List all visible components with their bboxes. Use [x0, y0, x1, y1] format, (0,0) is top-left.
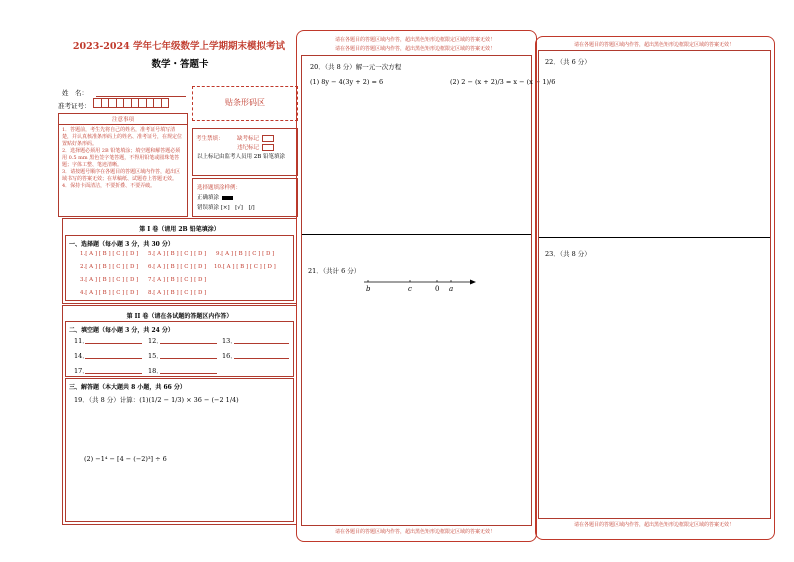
blank-label-13: 13． [222, 337, 237, 345]
note-item: 1．答题前，考生先将自己的姓名，准考证号填写清楚，并认真核准条形码上的姓名、准考证号，在规定位置贴好条形码。 [62, 127, 183, 147]
note-item: 4．保持卡面清洁，不要折叠、不要弄破。 [62, 183, 156, 189]
choice-section-title: 一、选择题（每小题 3 分，共 30 分） [69, 241, 174, 248]
solve-section-title: 三、解答题（本大题共 8 小题，共 66 分） [69, 384, 186, 391]
choice-q2[interactable]: 2.[ A ] [ B ] [ C ] [ D ] [80, 264, 139, 270]
fill-blank-title: 二、填空题（每小题 3 分，共 24 分） [69, 327, 174, 334]
blank-label-17: 17． [74, 367, 89, 375]
col3-warning-top: 请在各题目的答题区域内作答，超出黑色矩形边框限定区域的答案无效！ [573, 42, 734, 48]
id-digit-cell[interactable] [161, 98, 170, 108]
blank-label-18: 18． [148, 367, 163, 375]
q19-expression-1: (1/2 − 1/3) × 36 − (−2 1/4) [148, 396, 239, 404]
part1-box [62, 218, 297, 304]
choice-q9[interactable]: 9.[ A ] [ B ] [ C ] [ D ] [216, 251, 275, 257]
q19-label [74, 395, 239, 404]
choice-q3[interactable]: 3.[ A ] [ B ] [ C ] [ D ] [80, 277, 139, 283]
q22-title: 22．（共 6 分） [545, 58, 591, 66]
absent-mark-label: 缺考标记 [237, 136, 260, 142]
filled-mark-icon [222, 196, 233, 200]
q23-title: 23．（共 8 分） [545, 250, 591, 258]
col2-warning-top-2: 请在各题目的答题区域内作答，超出黑色矩形边框限定区域的答案无效！ [334, 46, 495, 52]
solve-section[interactable] [65, 378, 294, 522]
id-label: 准考证号： [58, 102, 91, 110]
blank-16[interactable] [234, 358, 289, 359]
col2-warning-bottom: 请在各题目的答题区域内作答，超出黑色矩形边框限定区域的答案无效！ [334, 529, 495, 535]
violation-mark-label: 违纪标记 [237, 145, 260, 151]
fill-sample-title: 选择题填涂样例： [197, 185, 242, 191]
absent-title: 考生禁填： [196, 136, 224, 142]
answer-area-col2[interactable] [301, 55, 556, 526]
blank-label-15: 15． [148, 352, 163, 360]
q20-equation-1: (1) 8y − 4(3y + 2) = 6 [310, 78, 384, 86]
name-field[interactable] [96, 96, 186, 97]
id-number-grid[interactable] [93, 98, 168, 108]
part2-box [62, 305, 297, 525]
part2-title: 第 II 卷（请在各试题的答题区内作答） [126, 313, 233, 320]
violation-mark[interactable] [237, 143, 274, 151]
correct-fill [197, 193, 233, 201]
choice-q7[interactable]: 7.[ A ] [ B ] [ C ] [ D ] [148, 277, 207, 283]
note-item: 3．请按题号顺序在各题目的答题区域内作答，超出区域书写的答案无效；在草稿纸、试题卷上答题无效。 [62, 169, 181, 182]
blank-label-16: 16． [222, 352, 237, 360]
q19-prompt: 19．（共 8 分）计算：(1) [74, 396, 149, 404]
notes-title: 注意事项 [59, 114, 187, 125]
blank-label-11: 11． [74, 337, 89, 345]
q20-divider [302, 234, 531, 235]
blank-13[interactable] [234, 343, 289, 344]
number-line-arrow-icon [470, 280, 476, 285]
blank-12[interactable] [160, 343, 217, 344]
fill-sample-box [192, 178, 298, 217]
barcode-label: 贴条形码区 [225, 98, 265, 107]
name-label: 姓 名： [62, 89, 88, 97]
notes-list [59, 125, 187, 192]
choice-section [65, 235, 294, 301]
absent-checkbox[interactable] [262, 135, 274, 142]
choice-q10[interactable]: 10.[ A ] [ B ] [ C ] [ D ] [214, 264, 276, 270]
wrong-fill-label: 错误填涂 [×] [√] [/] [197, 205, 255, 211]
answer-area-col3[interactable] [538, 50, 771, 519]
exam-title: 2023-2024 学年七年级数学上学期期末模拟考试 [72, 41, 286, 52]
absent-box [192, 128, 298, 176]
blank-17[interactable] [85, 373, 142, 374]
number-line-diagram [362, 274, 482, 294]
blank-14[interactable] [85, 358, 142, 359]
barcode-area [192, 86, 298, 121]
choice-q1[interactable]: 1.[ A ] [ B ] [ C ] [ D ] [80, 251, 139, 257]
correct-fill-label: 正确填涂 [197, 195, 220, 201]
note-item: 2．选择题必须用 2B 铅笔填涂；填空题和解答题必须用 0.5 mm 黑色签字笔答题，不得用铅笔或圆珠笔答题；字体工整、笔迹清晰。 [62, 148, 181, 168]
card-subtitle: 数学・答题卡 [151, 59, 209, 70]
q19-expression-2: (2) −1⁴ − [4 − (−2)³] ÷ 6 [84, 455, 167, 463]
q22-divider [539, 237, 770, 238]
absent-desc: 以上标记由监考人员用 2B 铅笔填涂 [197, 154, 286, 160]
blank-11[interactable] [85, 343, 142, 344]
violation-checkbox[interactable] [262, 144, 274, 151]
q20-equation-2: (2) 2 − (x + 2)/3 = x − (x − 1)/6 [450, 78, 556, 86]
label-c: c [408, 285, 412, 293]
blank-label-12: 12． [148, 337, 163, 345]
notes-box [58, 113, 188, 217]
q21-title: 21．（共计 6 分） [308, 267, 361, 275]
blank-label-14: 14． [74, 352, 89, 360]
label-b: b [366, 285, 371, 293]
part1-title: 第 I 卷（请用 2B 铅笔填涂） [139, 226, 220, 233]
blank-15[interactable] [160, 358, 217, 359]
absent-mark[interactable] [237, 134, 274, 142]
label-a: a [449, 285, 454, 293]
choice-q5[interactable]: 5.[ A ] [ B ] [ C ] [ D ] [148, 251, 207, 257]
choice-q8[interactable]: 8.[ A ] [ B ] [ C ] [ D ] [148, 290, 207, 296]
q20-title: 20．（共 8 分）解一元一次方程 [310, 63, 402, 71]
blank-18[interactable] [160, 373, 217, 374]
fill-blank-section [65, 321, 294, 377]
choice-q6[interactable]: 6.[ A ] [ B ] [ C ] [ D ] [148, 264, 207, 270]
col2-warning-top: 请在各题目的答题区域内作答，超出黑色矩形边框限定区域的答案无效！ [334, 37, 495, 43]
col3-warning-bottom: 请在各题目的答题区域内作答，超出黑色矩形边框限定区域的答案无效！ [573, 522, 734, 528]
label-zero: 0 [435, 285, 440, 293]
choice-q4[interactable]: 4.[ A ] [ B ] [ C ] [ D ] [80, 290, 139, 296]
